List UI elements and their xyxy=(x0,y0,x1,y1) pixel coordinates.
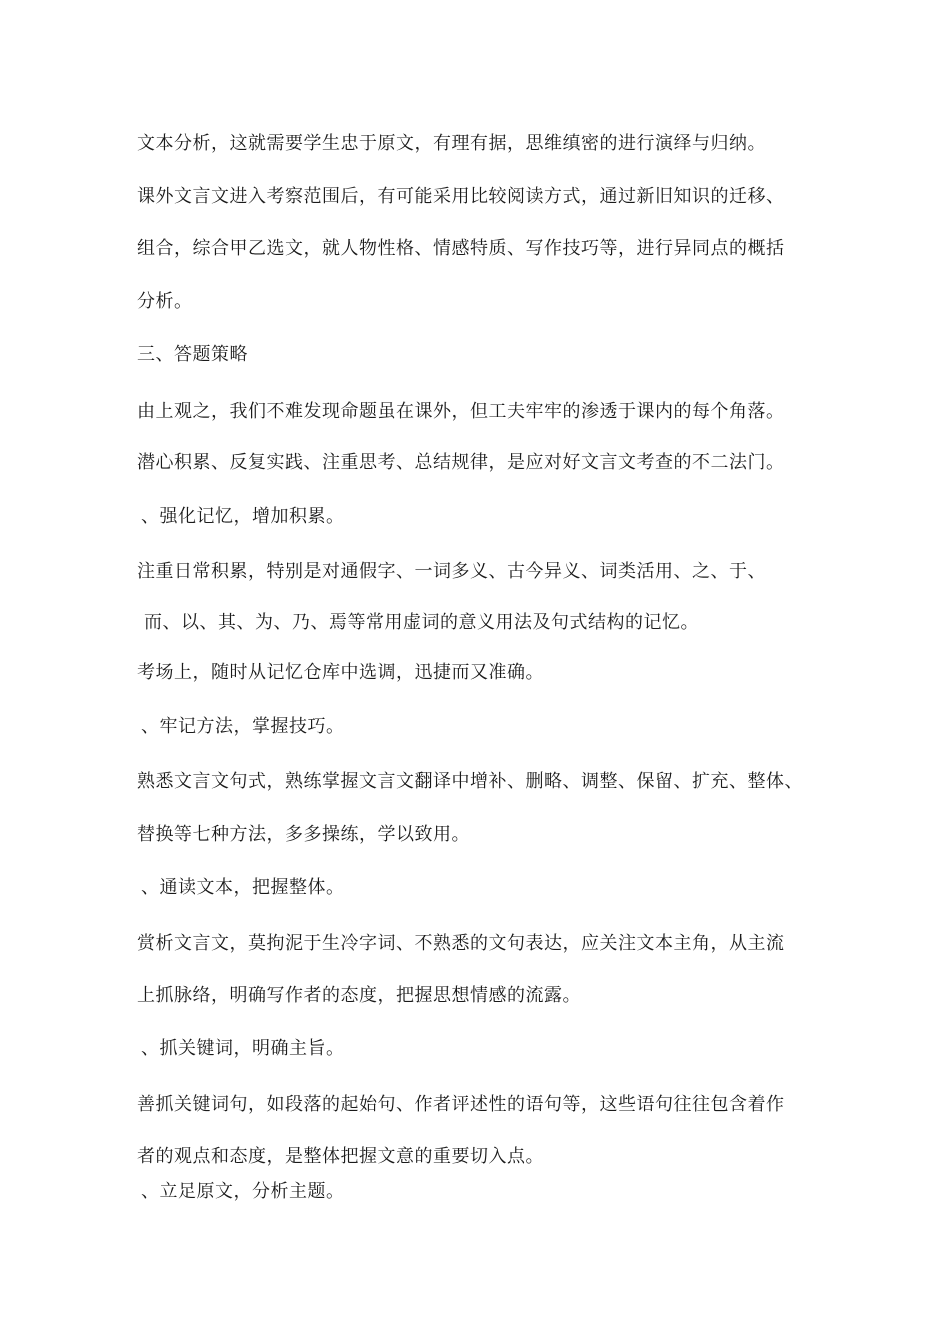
paragraph-line: 替换等七种方法，多多操练，学以致用。 xyxy=(137,824,470,845)
subheading: 、立足原文，分析主题。 xyxy=(141,1181,345,1202)
paragraph-line: 分析。 xyxy=(137,291,193,312)
paragraph-line: 者的观点和态度，是整体把握文意的重要切入点。 xyxy=(137,1146,544,1167)
subheading: 、牢记方法，掌握技巧。 xyxy=(141,716,345,737)
paragraph-line: 由上观之，我们不难发现命题虽在课外，但工夫牢牢的渗透于课内的每个角落。 xyxy=(137,401,785,422)
paragraph-line: 而、以、其、为、乃、焉等常用虚词的意义用法及句式结构的记忆。 xyxy=(144,612,699,633)
subheading: 、强化记忆，增加积累。 xyxy=(141,506,345,527)
paragraph-line: 考场上，随时从记忆仓库中选调，迅捷而又准确。 xyxy=(137,662,544,683)
paragraph-line: 上抓脉络，明确写作者的态度，把握思想情感的流露。 xyxy=(137,985,581,1006)
paragraph-line: 善抓关键词句，如段落的起始句、作者评述性的语句等，这些语句往往包含着作 xyxy=(137,1094,785,1115)
paragraph-line: 注重日常积累，特别是对通假字、一词多义、古今异义、词类活用、之、于、 xyxy=(137,561,766,582)
paragraph-line: 潜心积累、反复实践、注重思考、总结规律，是应对好文言文考查的不二法门。 xyxy=(137,452,785,473)
subheading: 、抓关键词，明确主旨。 xyxy=(141,1038,345,1059)
section-heading: 三、答题策略 xyxy=(137,344,248,365)
paragraph-line: 熟悉文言文句式，熟练掌握文言文翻译中增补、删略、调整、保留、扩充、整体、 xyxy=(137,771,803,792)
paragraph-line: 组合，综合甲乙选文，就人物性格、情感特质、写作技巧等，进行异同点的概括 xyxy=(137,238,785,259)
subheading: 、通读文本，把握整体。 xyxy=(141,877,345,898)
paragraph-line: 课外文言文进入考察范围后，有可能采用比较阅读方式，通过新旧知识的迁移、 xyxy=(137,186,785,207)
paragraph-line: 赏析文言文，莫拘泥于生冷字词、不熟悉的文句表达，应关注文本主角，从主流 xyxy=(137,933,785,954)
paragraph-line: 文本分析，这就需要学生忠于原文，有理有据，思维缜密的进行演绎与归纳。 xyxy=(137,133,766,154)
